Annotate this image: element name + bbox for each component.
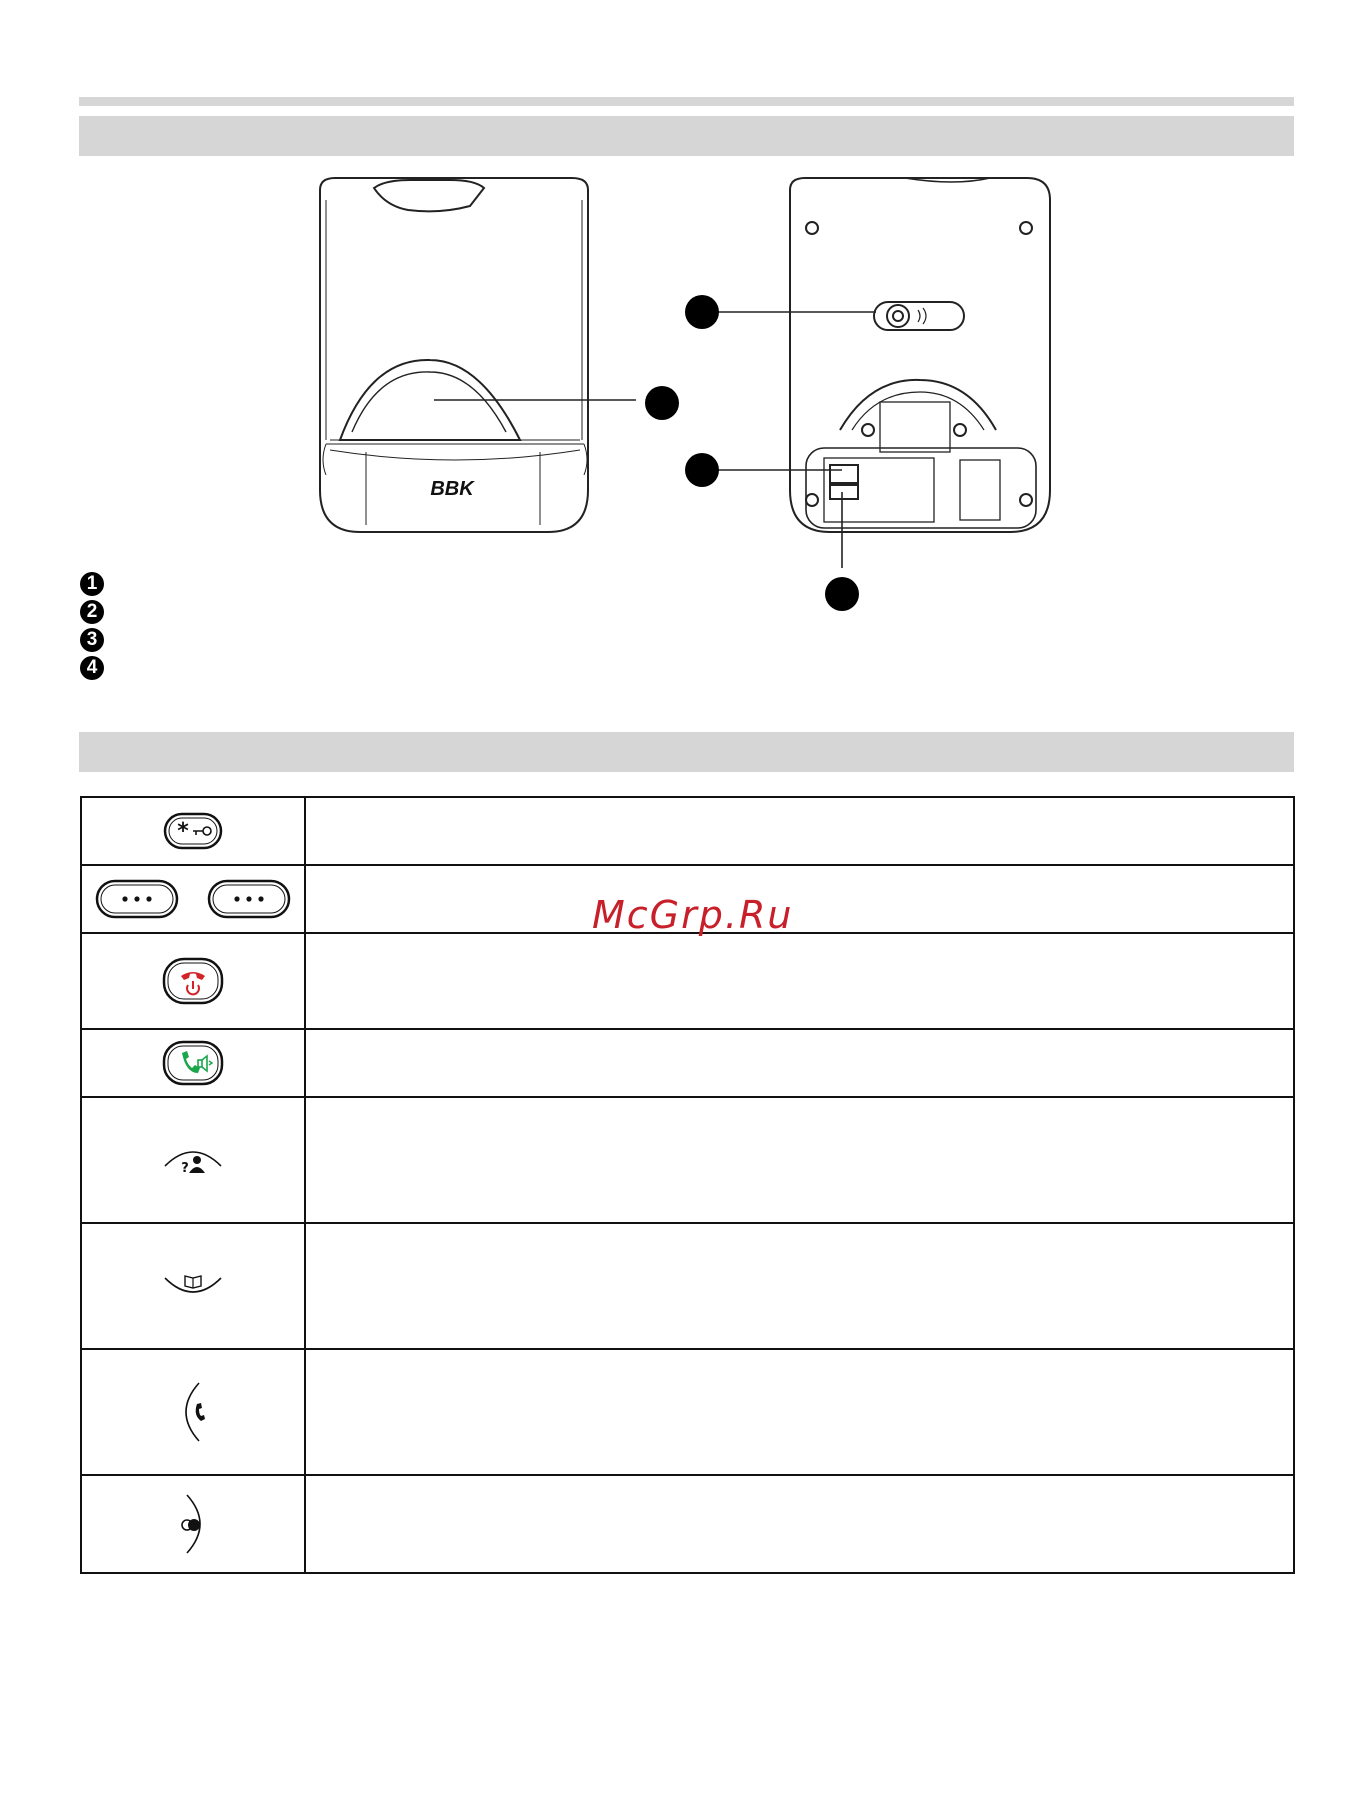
table-row [81, 797, 1294, 865]
callout-number: 2 [697, 303, 707, 322]
table-row [81, 1475, 1294, 1573]
base-station-diagram [0, 170, 1361, 630]
section-header-bar-2 [79, 732, 1294, 772]
legend-number: 4 [80, 656, 104, 680]
table-row [81, 1029, 1294, 1097]
legend-item [80, 598, 104, 626]
table-row [81, 1223, 1294, 1349]
callout-number: 4 [837, 585, 847, 604]
legend-number: 1 [80, 572, 104, 596]
key-description [305, 1097, 1294, 1223]
end-call-power-icon [162, 956, 224, 1006]
star-key-lock-icon [163, 811, 223, 851]
nav-left-call-icon [173, 1379, 213, 1445]
legend-item [80, 570, 104, 598]
key-description [305, 797, 1294, 865]
legend-item [80, 626, 104, 654]
soft-keys-icon [93, 877, 293, 921]
nav-right-record-icon [173, 1491, 213, 1557]
legend-number: 3 [80, 628, 104, 652]
table-row [81, 933, 1294, 1029]
base-back-view [790, 178, 1050, 532]
key-description [305, 933, 1294, 1029]
key-description [305, 1475, 1294, 1573]
nav-down-phonebook-icon [161, 1266, 225, 1306]
call-speaker-icon [162, 1039, 224, 1087]
nav-up-caller-id-icon [161, 1140, 225, 1180]
key-description [305, 1223, 1294, 1349]
key-description [305, 865, 1294, 933]
svg-text:?: ? [181, 1161, 189, 1176]
svg-text:*: * [177, 819, 189, 844]
parts-legend [80, 570, 104, 682]
key-description [305, 1029, 1294, 1097]
section-header-bar-1 [79, 116, 1294, 156]
legend-item [80, 654, 104, 682]
watermark: McGrp.Ru [592, 893, 794, 937]
base-front-view [320, 178, 588, 532]
table-row [81, 1097, 1294, 1223]
legend-number: 2 [80, 600, 104, 624]
key-description [305, 1349, 1294, 1475]
table-row [81, 1349, 1294, 1475]
top-rule [79, 97, 1294, 106]
callout-number: 3 [697, 461, 707, 480]
bbk-logo: BBK [430, 478, 474, 500]
callout-number: 1 [657, 394, 667, 413]
